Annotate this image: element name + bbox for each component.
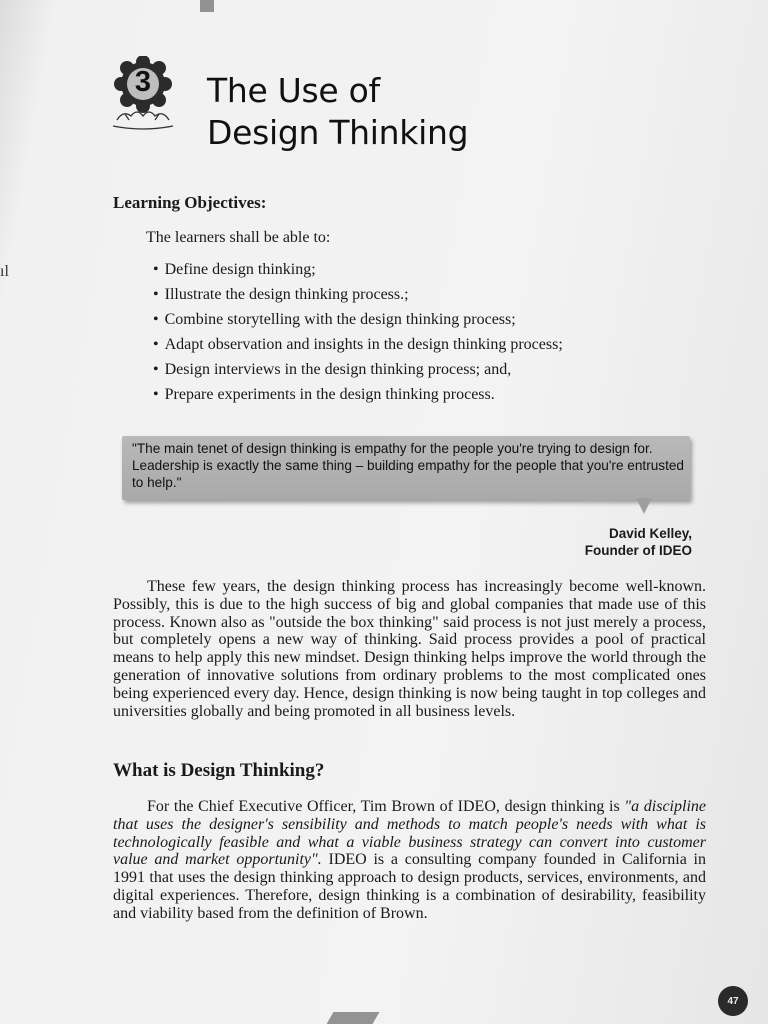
learning-objectives-list (153, 257, 563, 407)
scan-smudge (327, 1012, 380, 1024)
objective-item: • Define design thinking; (153, 257, 563, 282)
chapter-badge (103, 56, 183, 132)
quote-author-title: Founder of IDEO (584, 543, 692, 558)
quote-callout-tail (636, 498, 652, 514)
chapter-title (207, 70, 468, 154)
quote-attribution (585, 525, 692, 559)
objective-item: • Combine storytelling with the design thinking process; (153, 307, 563, 332)
definition-text-end: IDEO is a consulting company founded in California in 1991 that uses the design thinking approach to design products, services, environments, and digital experiences. Therefore, design thinking is a combination of desirability, feasibility and viability based from the definition of Brown. (113, 851, 707, 922)
quote-author: David Kelley, (608, 526, 692, 541)
objective-item: • Adapt observation and insights in the design thinking process; (153, 332, 563, 357)
definition-paragraph (113, 798, 706, 923)
quote-text: "The main tenet of design thinking is empathy for the people you're trying to design for. Leadership is exactly the same thing – building empathy for the people that you're entrusted to help." (132, 441, 684, 490)
definition-quote: "a discipline that uses the designer's sensibility and methods to match people's needs with what is technologically feasible and what a viable business strategy can convert into customer value and market opportunity". (113, 798, 706, 869)
objective-item: • Illustrate the design thinking process.; (153, 282, 563, 307)
learning-objectives-heading: Learning Objectives: (113, 193, 267, 212)
page-number: 47 (718, 986, 748, 1016)
section-heading: What is Design Thinking? (113, 760, 325, 781)
objective-item: • Prepare experiments in the design thinking process. (153, 382, 563, 407)
scan-smudge (200, 0, 214, 12)
learning-objectives-intro: The learners shall be able to: (146, 229, 331, 246)
definition-text-start: For the Chief Executive Officer, Tim Brown of IDEO, design thinking is (147, 798, 625, 815)
margin-bleed-text: ıl (0, 263, 9, 280)
chapter-title-line-2: Design Thinking (207, 113, 469, 152)
chapter-title-line-1: The Use of (207, 71, 380, 110)
chapter-number: 3 (134, 66, 152, 98)
objective-item: • Design interviews in the design thinking process; and, (153, 357, 563, 382)
intro-paragraph: These few years, the design thinking process has increasingly become well-known. Possibly, this is due to the high success of big and global companies that made use of this process. Known also as "outside the box thinking" said process is not just merely a process, but completely opens a new way of thinking. Said process provides a pool of practical means to help apply this new mindset. Design thinking helps improve the world through the generation of innovative solutions from ordinary problems to the most complicated ones being experienced every day. Hence, design thinking is now being taught in top colleges and universities globally and being promoted in all business levels. (113, 578, 706, 720)
